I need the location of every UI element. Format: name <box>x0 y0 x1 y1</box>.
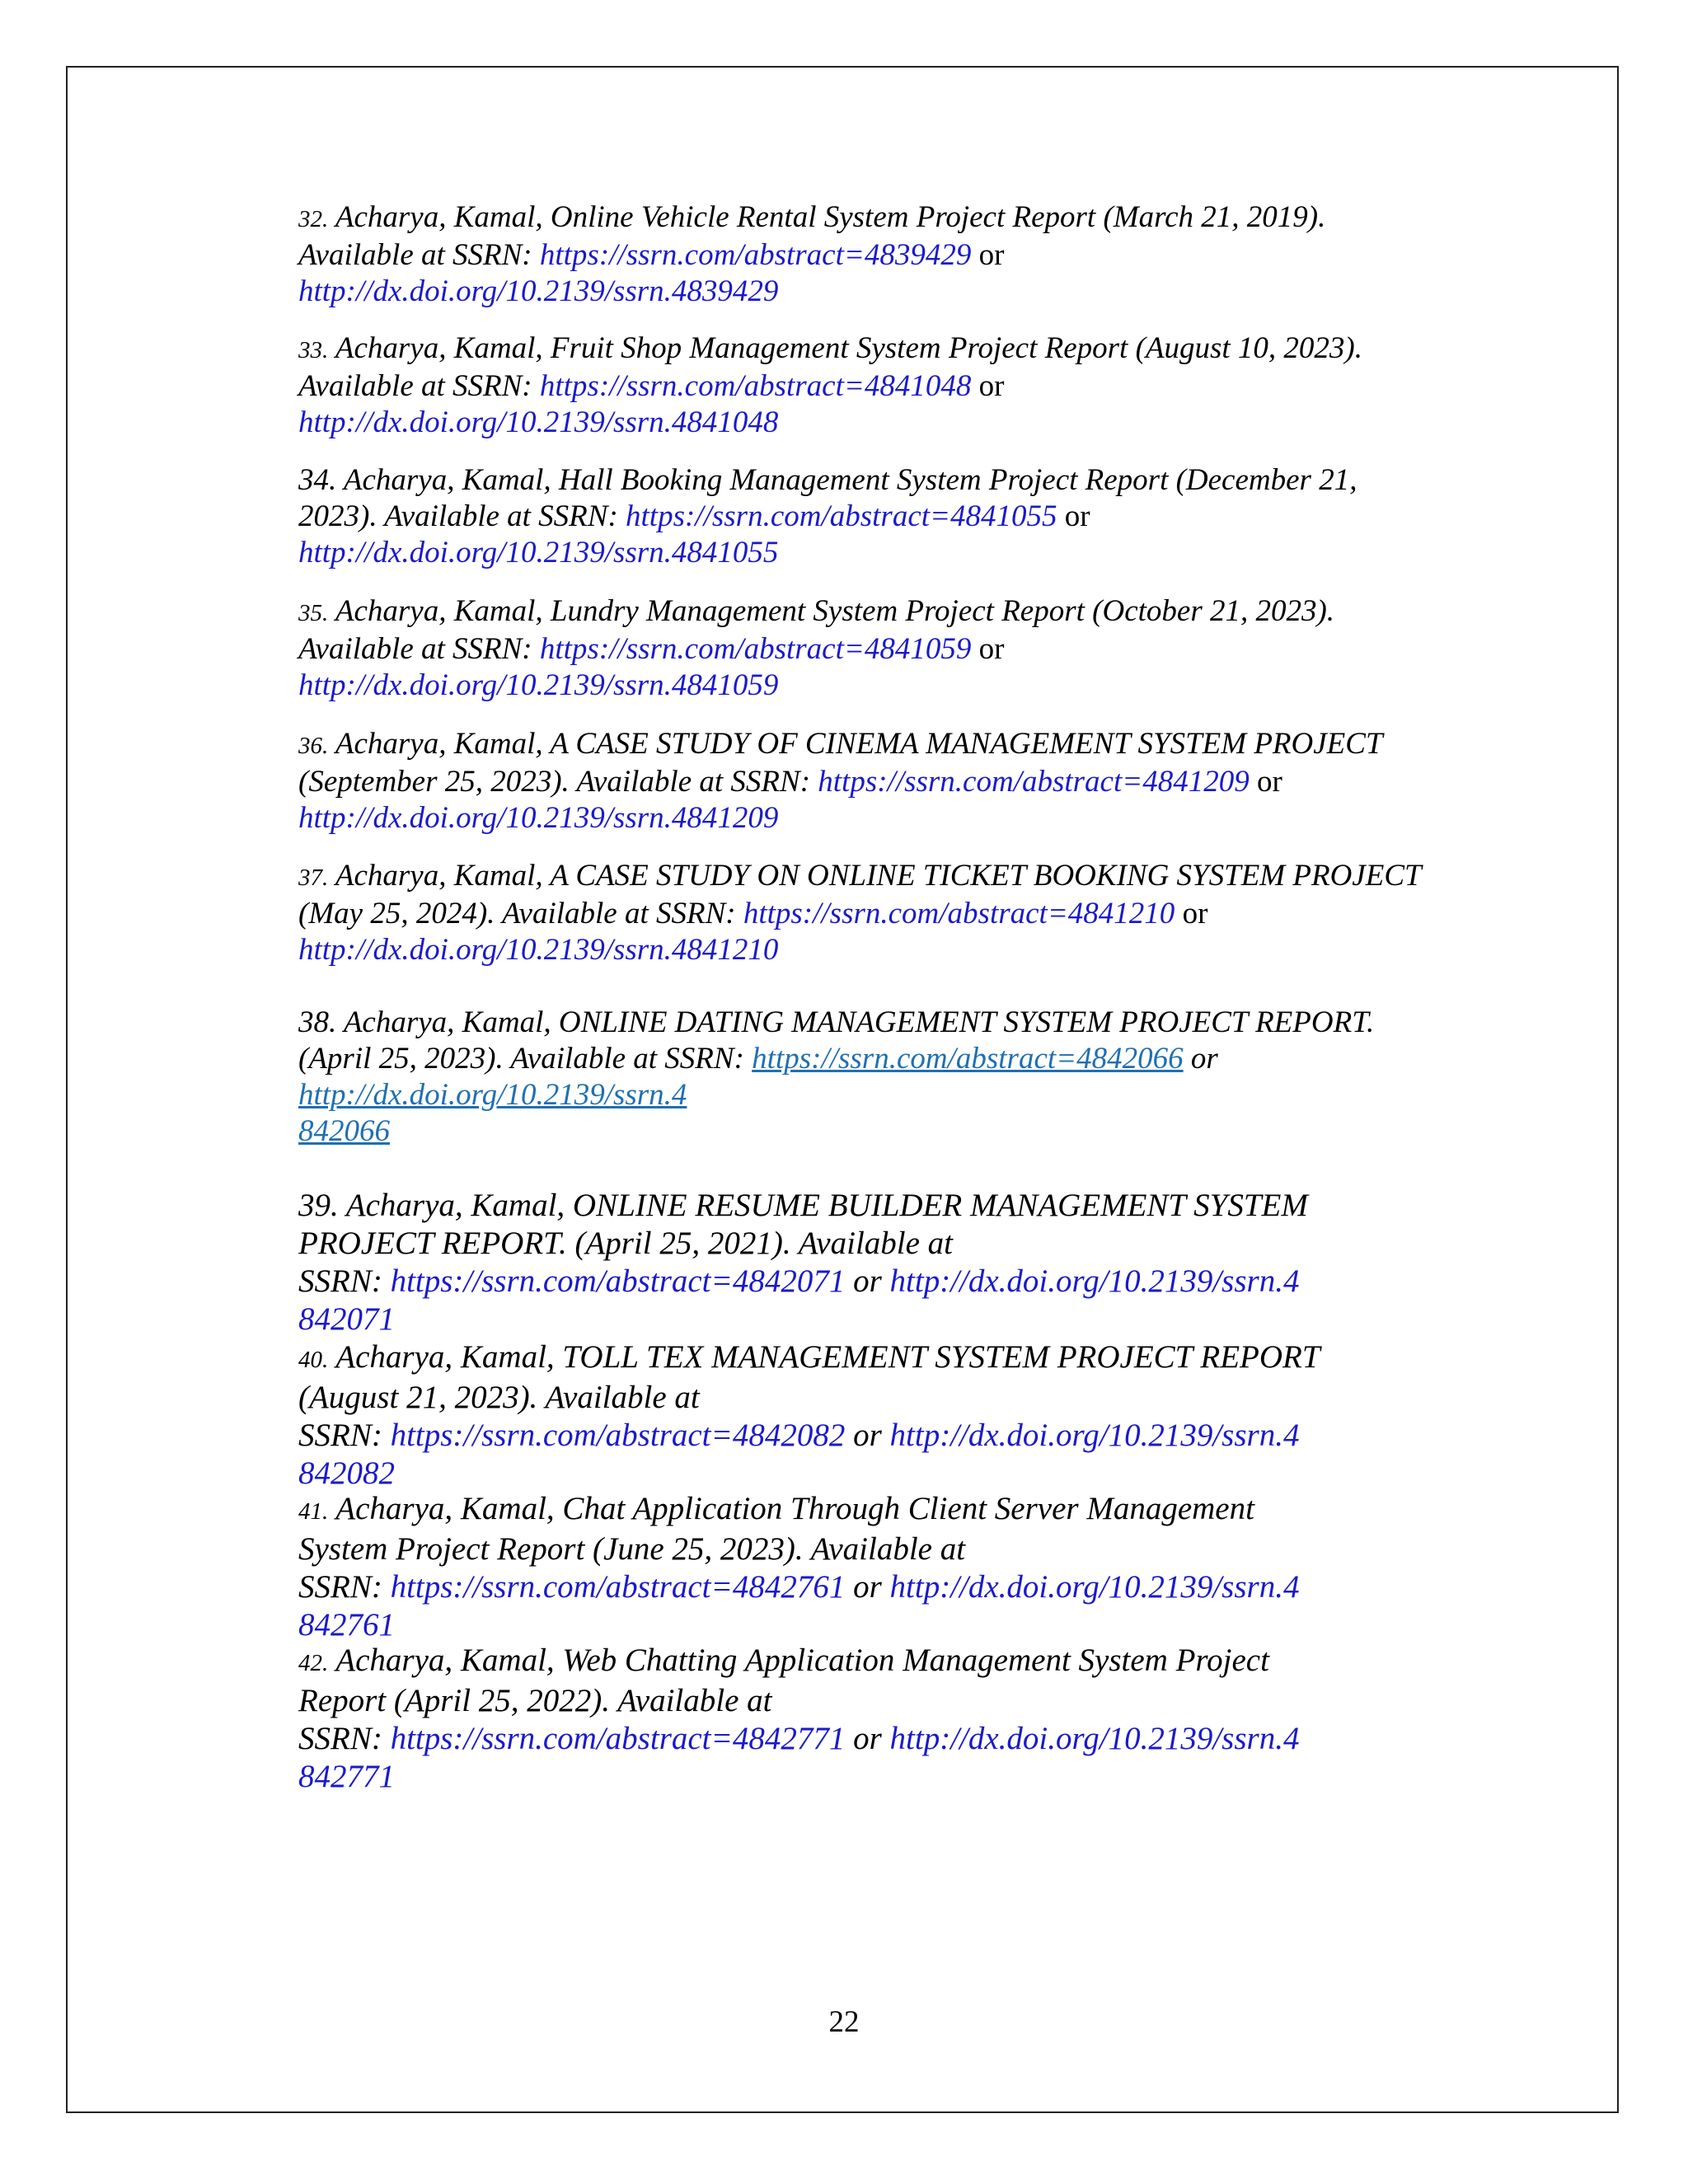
ssrn-link[interactable]: https://ssrn.com/abstract=4842071 <box>390 1263 846 1299</box>
reference-availability: Available at SSRN: <box>298 369 540 403</box>
reference-title-continued: Report (April 25, 2022). Available at <box>298 1683 772 1718</box>
reference-title: Acharya, Kamal, A CASE STUDY OF CINEMA MANAGEMENT SYSTEM PROJECT <box>335 727 1383 761</box>
or-text: or <box>1057 499 1090 533</box>
or-text: or <box>1175 897 1208 930</box>
reference-number: 40. <box>298 1347 329 1373</box>
reference-availability: (May 25, 2024). Available at SSRN: <box>298 897 743 930</box>
or-text: or <box>971 238 1005 272</box>
ssrn-link[interactable]: https://ssrn.com/abstract=4842066 <box>752 1042 1184 1076</box>
doi-link[interactable]: http://dx.doi.org/10.2139/ssrn.4841209 <box>298 801 779 835</box>
ssrn-link[interactable]: https://ssrn.com/abstract=4841055 <box>626 499 1057 533</box>
reference-title-continued: (August 21, 2023). Available at <box>298 1380 700 1415</box>
doi-link[interactable]: http://dx.doi.org/10.2139/ssrn.4 <box>298 1078 687 1112</box>
reference-availability: 2023). Available at SSRN: <box>298 499 626 533</box>
doi-link-continued[interactable]: 842771 <box>298 1759 395 1794</box>
or-text: or <box>845 1418 890 1453</box>
doi-link[interactable]: http://dx.doi.org/10.2139/ssrn.4 <box>889 1569 1300 1605</box>
doi-link[interactable]: http://dx.doi.org/10.2139/ssrn.4841210 <box>298 933 779 967</box>
doi-link[interactable]: http://dx.doi.org/10.2139/ssrn.4 <box>889 1721 1300 1756</box>
or-text: or <box>845 1721 890 1756</box>
doi-link[interactable]: http://dx.doi.org/10.2139/ssrn.4841059 <box>298 668 779 702</box>
reference-number: 34. <box>298 463 337 497</box>
ssrn-link[interactable]: https://ssrn.com/abstract=4841210 <box>743 897 1175 930</box>
reference-number: 35. <box>298 600 329 626</box>
reference-title-continued: PROJECT REPORT. (April 25, 2021). Available at <box>298 1226 954 1261</box>
reference-number: 36. <box>298 733 329 759</box>
reference-title: Acharya, Kamal, Hall Booking Management System Project Report (December 21, <box>343 463 1357 497</box>
reference-title-continued: System Project Report (June 25, 2023). Available at <box>298 1531 966 1567</box>
ssrn-link[interactable]: https://ssrn.com/abstract=4841048 <box>539 369 972 403</box>
doi-link[interactable]: http://dx.doi.org/10.2139/ssrn.4841048 <box>298 405 779 439</box>
doi-link-continued[interactable]: 842071 <box>298 1301 395 1337</box>
reference-41 <box>298 1490 1299 1644</box>
reference-availability: Available at SSRN: <box>298 238 540 272</box>
reference-number: 41. <box>298 1498 329 1525</box>
ssrn-link[interactable]: https://ssrn.com/abstract=4841059 <box>539 632 972 666</box>
or-text: or <box>845 1569 890 1605</box>
or-text: or <box>1183 1042 1218 1076</box>
doi-link[interactable]: http://dx.doi.org/10.2139/ssrn.4839429 <box>298 274 779 308</box>
ssrn-link[interactable]: https://ssrn.com/abstract=4839429 <box>539 238 972 272</box>
doi-link-continued[interactable]: 842082 <box>298 1455 395 1491</box>
reference-35 <box>298 593 1334 704</box>
ssrn-link[interactable]: https://ssrn.com/abstract=4842761 <box>390 1569 846 1605</box>
doi-link[interactable]: http://dx.doi.org/10.2139/ssrn.4841055 <box>298 536 779 569</box>
reference-32 <box>298 199 1325 310</box>
ssrn-label: SSRN: <box>298 1721 391 1756</box>
ssrn-label: SSRN: <box>298 1569 391 1605</box>
doi-link[interactable]: http://dx.doi.org/10.2139/ssrn.4 <box>889 1418 1300 1453</box>
reference-34 <box>298 462 1357 571</box>
reference-42 <box>298 1642 1299 1796</box>
reference-availability: Available at SSRN: <box>298 632 540 666</box>
ssrn-label: SSRN: <box>298 1263 391 1299</box>
reference-37 <box>298 858 1422 968</box>
reference-title: Acharya, Kamal, TOLL TEX MANAGEMENT SYSTEM PROJECT REPORT <box>335 1339 1320 1375</box>
doi-link-continued[interactable]: 842066 <box>298 1114 390 1148</box>
or-text: or <box>971 632 1005 666</box>
ssrn-link[interactable]: https://ssrn.com/abstract=4841209 <box>818 765 1250 799</box>
ssrn-link[interactable]: https://ssrn.com/abstract=4842082 <box>390 1418 846 1453</box>
reference-39 <box>298 1187 1308 1338</box>
reference-title: Acharya, Kamal, Web Chatting Application Management System Project <box>335 1643 1269 1678</box>
reference-38 <box>298 1005 1374 1150</box>
reference-number: 37. <box>298 865 329 891</box>
reference-title: Acharya, Kamal, Chat Application Through Client Server Management <box>335 1491 1254 1526</box>
reference-title: Acharya, Kamal, Fruit Shop Management System Project Report (August 10, 2023). <box>335 331 1362 365</box>
reference-title: 39. Acharya, Kamal, ONLINE RESUME BUILDER MANAGEMENT SYSTEM <box>298 1188 1308 1223</box>
reference-title: Acharya, Kamal, A CASE STUDY ON ONLINE TICKET BOOKING SYSTEM PROJECT <box>335 859 1422 893</box>
page-number: 22 <box>828 2005 860 2039</box>
or-text: or <box>1249 765 1282 799</box>
doi-link[interactable]: http://dx.doi.org/10.2139/ssrn.4 <box>889 1263 1300 1299</box>
reference-number: 32. <box>298 206 329 232</box>
reference-number: 42. <box>298 1650 329 1676</box>
reference-title: 38. Acharya, Kamal, ONLINE DATING MANAGEMENT SYSTEM PROJECT REPORT. <box>298 1005 1375 1039</box>
reference-40 <box>298 1338 1320 1493</box>
reference-number: 33. <box>298 337 329 363</box>
reference-33 <box>298 330 1362 441</box>
reference-36 <box>298 726 1383 837</box>
or-text: or <box>845 1263 890 1299</box>
reference-availability: (September 25, 2023). Available at SSRN: <box>298 765 818 799</box>
ssrn-label: SSRN: <box>298 1418 391 1453</box>
reference-title: Acharya, Kamal, Online Vehicle Rental System Project Report (March 21, 2019). <box>335 200 1326 234</box>
reference-title: Acharya, Kamal, Lundry Management System Project Report (October 21, 2023). <box>335 594 1335 628</box>
doi-link-continued[interactable]: 842761 <box>298 1607 395 1643</box>
reference-availability: (April 25, 2023). Available at SSRN: <box>298 1042 753 1076</box>
or-text: or <box>971 369 1005 403</box>
ssrn-link[interactable]: https://ssrn.com/abstract=4842771 <box>390 1721 846 1756</box>
